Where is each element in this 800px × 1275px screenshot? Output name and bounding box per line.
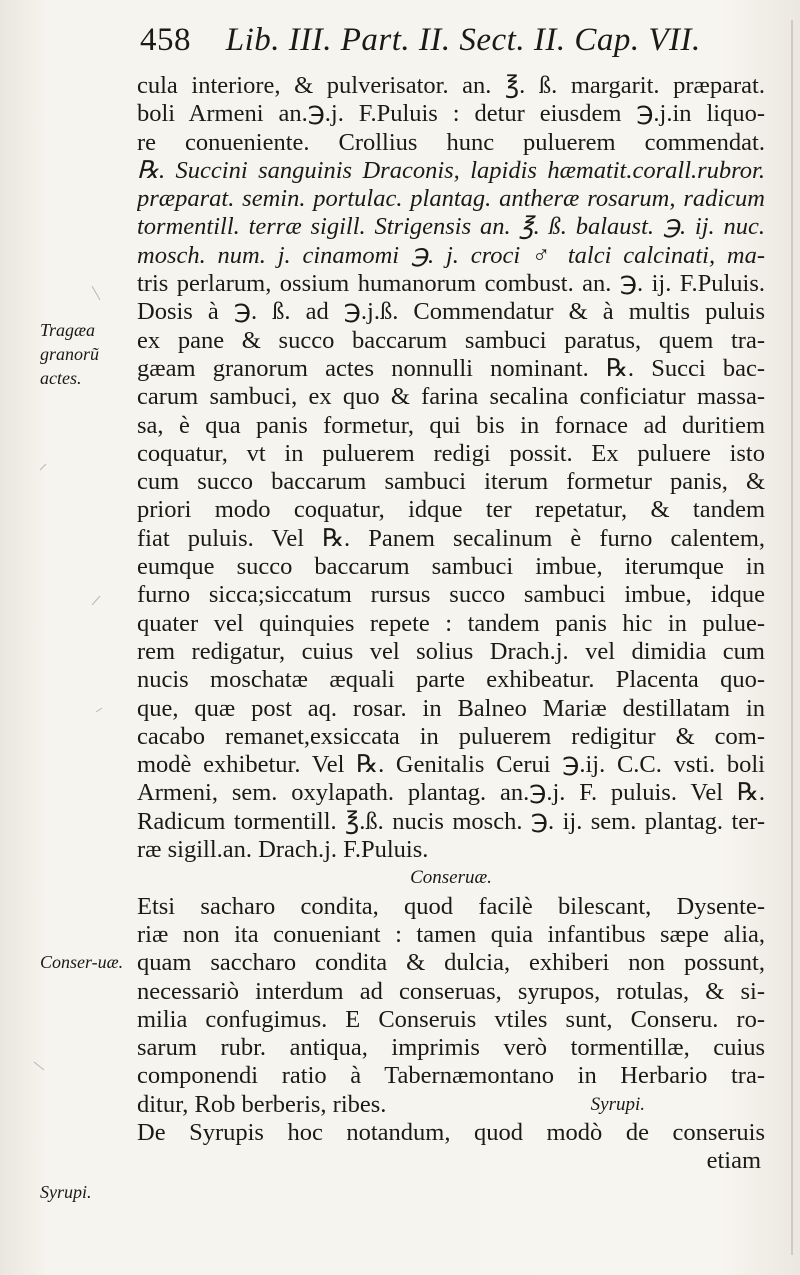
text-line-3: re conueniente. Crollius hunc puluerem commendat. — [137, 128, 765, 156]
text-line-5: præparat. semin. portulac. plantag. antheræ rosarum, radicum — [137, 185, 765, 213]
section-heading-conseruae: Conseruæ. — [410, 867, 492, 889]
text-line-19: furno sicca;siccatum rursus succo sambuci imbue, idque — [137, 581, 765, 609]
running-title: Lib. III. Part. II. Sect. II. Cap. VII. — [225, 22, 701, 58]
body-text — [137, 72, 765, 1176]
page-header — [140, 22, 780, 59]
margin-note-tragaea: Tragæa granorũ actes. — [40, 320, 100, 388]
text-line-16: priori modo coquatur, idque ter repetatur, & tandem — [137, 496, 765, 524]
ink-mark — [96, 708, 102, 712]
text-line-2: boli Armeni an.℈.j. F.Puluis : detur eiusdem ℈.j.in liquo- — [137, 100, 765, 128]
text-line-9: Dosis à ℈. ß. ad ℈.j.ß. Commendatur & à multis puluis — [137, 298, 765, 326]
text-line-6: tormentill. terræ sigill. Strigensis an. ℥. ß. balaust. ℈. ij. nuc. — [137, 213, 765, 241]
text-line-39: De Syrupis hoc notandum, quod modò de conseruis — [137, 1118, 765, 1146]
text-line-8: tris perlarum, ossium humanorum combust. an. ℈. ij. F.Puluis. — [137, 270, 765, 298]
ink-mark — [34, 1062, 44, 1070]
catchword: etiam — [706, 1147, 761, 1175]
text-line-12: carum sambuci, ex quo & farina secalina conficiatur massa- — [137, 383, 765, 411]
text-line-11: gæam granorum actes nonnulli nominant. ℞. Succi bac- — [137, 354, 765, 382]
text-line-26: Armeni, sem. oxylapath. plantag. an.℈.j. F. puluis. Vel ℞. — [137, 779, 765, 807]
text-line-23: que, quæ post aq. rosar. in Balneo Mariæ destillatam in — [137, 694, 765, 722]
text-line-7: mosch. num. j. cinamomi ℈. j. croci ♂ talci calcinati, ma- — [137, 241, 765, 269]
ink-mark — [40, 464, 46, 470]
text-line-14: coquatur, vt in puluerem redigi possit. Ex puluere isto — [137, 439, 765, 467]
text-line-15: cum succo baccarum sambuci iterum formetur panis, & — [137, 468, 765, 496]
page-number: 458 — [140, 22, 191, 58]
text-line-30: Etsi sacharo condita, quod facilè bilescant, Dysente- — [137, 892, 765, 920]
section-heading-syrupi: Syrupi. — [590, 1093, 645, 1115]
text-line-24: cacabo remanet,exsiccata in puluerem redigitur & com- — [137, 722, 765, 750]
text-line-35: sarum rubr. antiqua, imprimis verò tormentillæ, cuius — [137, 1034, 765, 1062]
text-line-31: riæ non ita conueniant : tamen quia infantibus sæpe alia, — [137, 920, 765, 948]
text-line-37: ditur, Rob berberis, ribes. — [137, 1090, 387, 1118]
margin-note-conserua: Conser-uæ. — [40, 952, 124, 972]
text-line-34: milia confugimus. E Conseruis vtiles sunt, Conseru. ro- — [137, 1005, 765, 1033]
text-line-17: fiat puluis. Vel ℞. Panem secalinum è furno calentem, — [137, 524, 765, 552]
text-line-22: nucis moschatæ æquali parte exhibeatur. Placenta quo- — [137, 666, 765, 694]
text-line-13: sa, è qua panis formetur, qui bis in fornace ad duritiem — [137, 411, 765, 439]
ink-mark — [92, 286, 100, 300]
text-line-36: componendi ratio à Tabernæmontano in Herbario tra- — [137, 1062, 765, 1090]
text-line-18: eumque succo baccarum sambuci imbue, iterumque in — [137, 553, 765, 581]
text-line-33: necessariò interdum ad conseruas, syrupos, rotulas, & si- — [137, 977, 765, 1005]
text-line-28: ræ sigill.an. Drach.j. F.Puluis. — [137, 836, 429, 864]
text-line-27: Radicum tormentill. ℥.ß. nucis mosch. ℈. ij. sem. plantag. ter- — [137, 807, 765, 835]
margin-note-syrupi: Syrupi. — [40, 1182, 92, 1202]
text-line-21: rem redigatur, cuius vel solius Drach.j. vel dimidia cum — [137, 637, 765, 665]
text-line-4: ℞. Succini sanguinis Draconis, lapidis hæmatit.corall.rubror. — [137, 156, 765, 184]
text-line-32: quam saccharo condita & dulcia, exhiberi non possunt, — [137, 949, 765, 977]
ink-mark — [92, 596, 100, 605]
text-line-1: cula interiore, & pulverisator. an. ℥. ß. margarit. præparat. — [137, 72, 765, 99]
text-line-10: ex pane & succo baccarum sambuci paratus, quem tra- — [137, 326, 765, 354]
text-line-25: modè exhibetur. Vel ℞. Genitalis Cerui ℈.ij. C.C. vsti. boli — [137, 751, 765, 779]
text-line-20: quater vel quinquies repete : tandem panis hic in pulue- — [137, 609, 765, 637]
